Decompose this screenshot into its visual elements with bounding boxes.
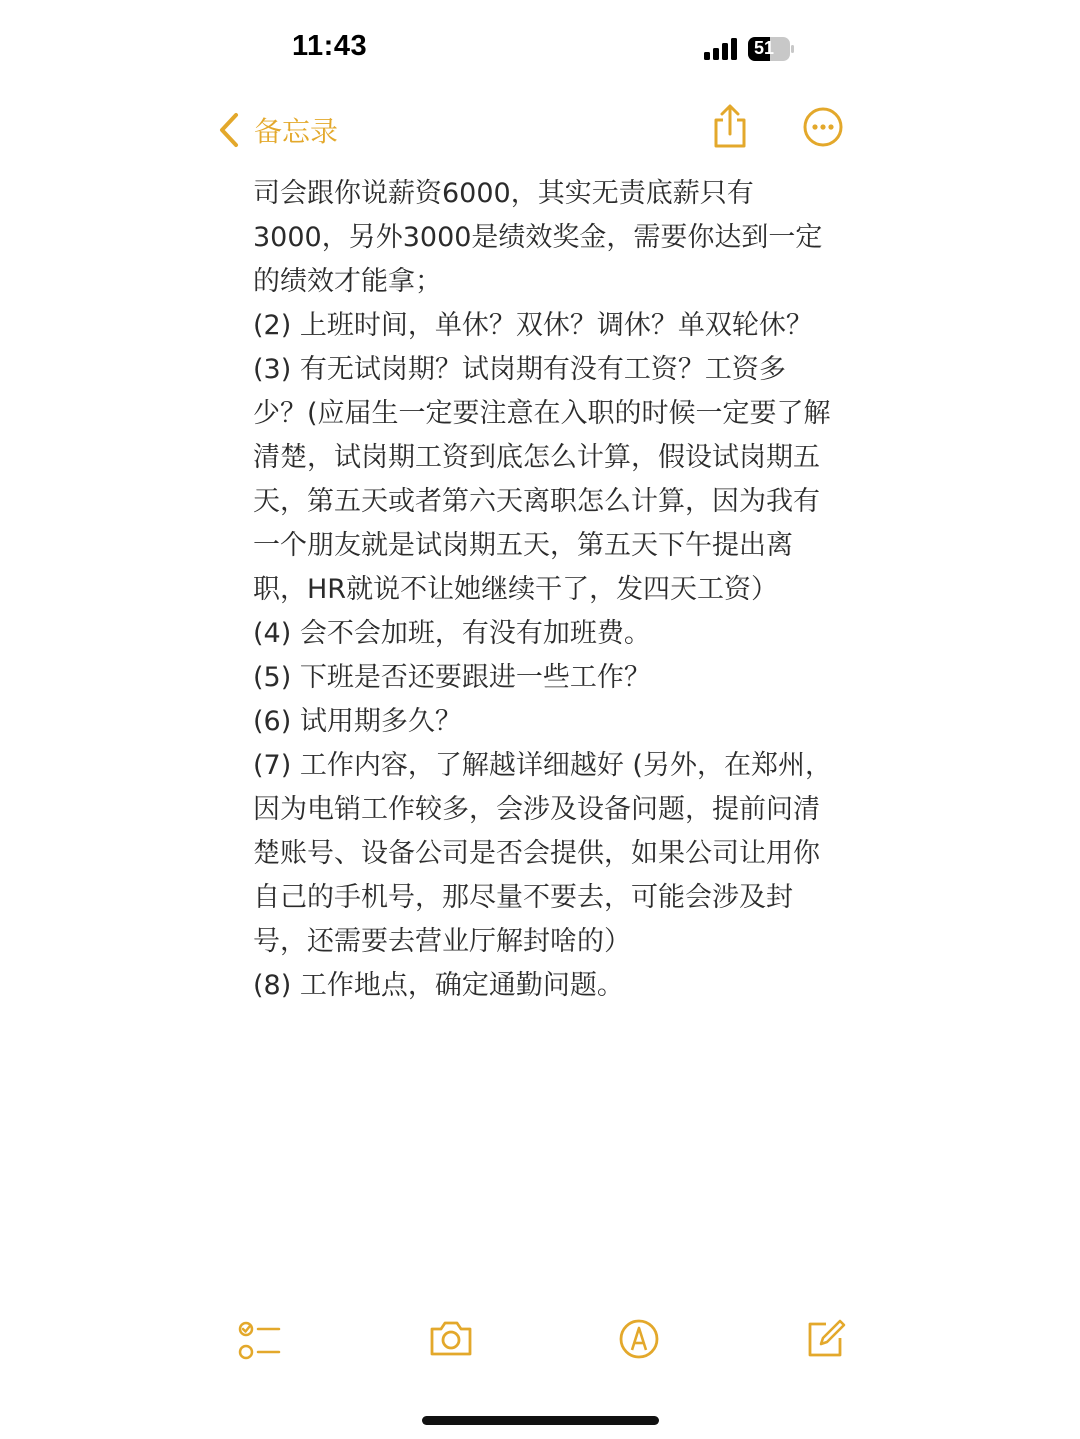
note-paragraph: (8) 工作地点，确定通勤问题。 bbox=[253, 970, 624, 1001]
status-time: 11:43 bbox=[292, 30, 368, 62]
note-paragraph: (5) 下班是否还要跟进一些工作？ bbox=[253, 662, 651, 693]
note-paragraph: (4) 会不会加班，有没有加班费。 bbox=[253, 618, 651, 649]
checklist-icon[interactable] bbox=[238, 1318, 282, 1362]
note-paragraph: (2) 上班时间，单休？双休？调休？单双轮休？ bbox=[253, 310, 813, 341]
back-button[interactable] bbox=[218, 106, 338, 154]
note-paragraph: (6) 试用期多久？ bbox=[253, 706, 462, 737]
camera-icon[interactable] bbox=[428, 1318, 474, 1358]
note-paragraph: (3) 有无试岗期？试岗期有没有工资？工资多少？(应届生一定要注意在入职的时候一定要了解清楚，试岗期工资到底怎么计算，假设试岗期五天，第五天或者第六天离职怎么计算，因为我有一个朋友就是试岗期五天，第五天下午提出离职，HR就说不让她继续干了，发四天工资） bbox=[253, 354, 831, 605]
share-icon[interactable] bbox=[710, 104, 750, 150]
note-paragraph: (7) 工作内容，了解越详细越好 (另外，在郑州，因为电销工作较多，会涉及设备问题，提前问清楚账号、设备公司是否会提供，如果公司让用你自己的手机号，那尽量不要去，可能会涉及封号，还需要去营业厅解封啥的） bbox=[253, 750, 832, 957]
markup-pen-icon[interactable] bbox=[618, 1318, 660, 1360]
bottom-toolbar bbox=[0, 1318, 1080, 1378]
back-label: 备忘录 bbox=[254, 115, 339, 148]
home-indicator[interactable] bbox=[422, 1416, 659, 1425]
battery-level: 51 bbox=[754, 38, 775, 58]
status-bar bbox=[0, 0, 1080, 100]
note-paragraph: 司会跟你说薪资6000，其实无责底薪只有3000，另外3000是绩效奖金，需要你达到一定的绩效才能拿； bbox=[253, 178, 823, 297]
note-body[interactable] bbox=[253, 172, 833, 1008]
more-options-icon[interactable] bbox=[802, 106, 844, 148]
compose-icon[interactable] bbox=[804, 1318, 846, 1360]
cellular-signal-icon bbox=[704, 38, 740, 60]
chevron-left-icon bbox=[218, 112, 240, 148]
